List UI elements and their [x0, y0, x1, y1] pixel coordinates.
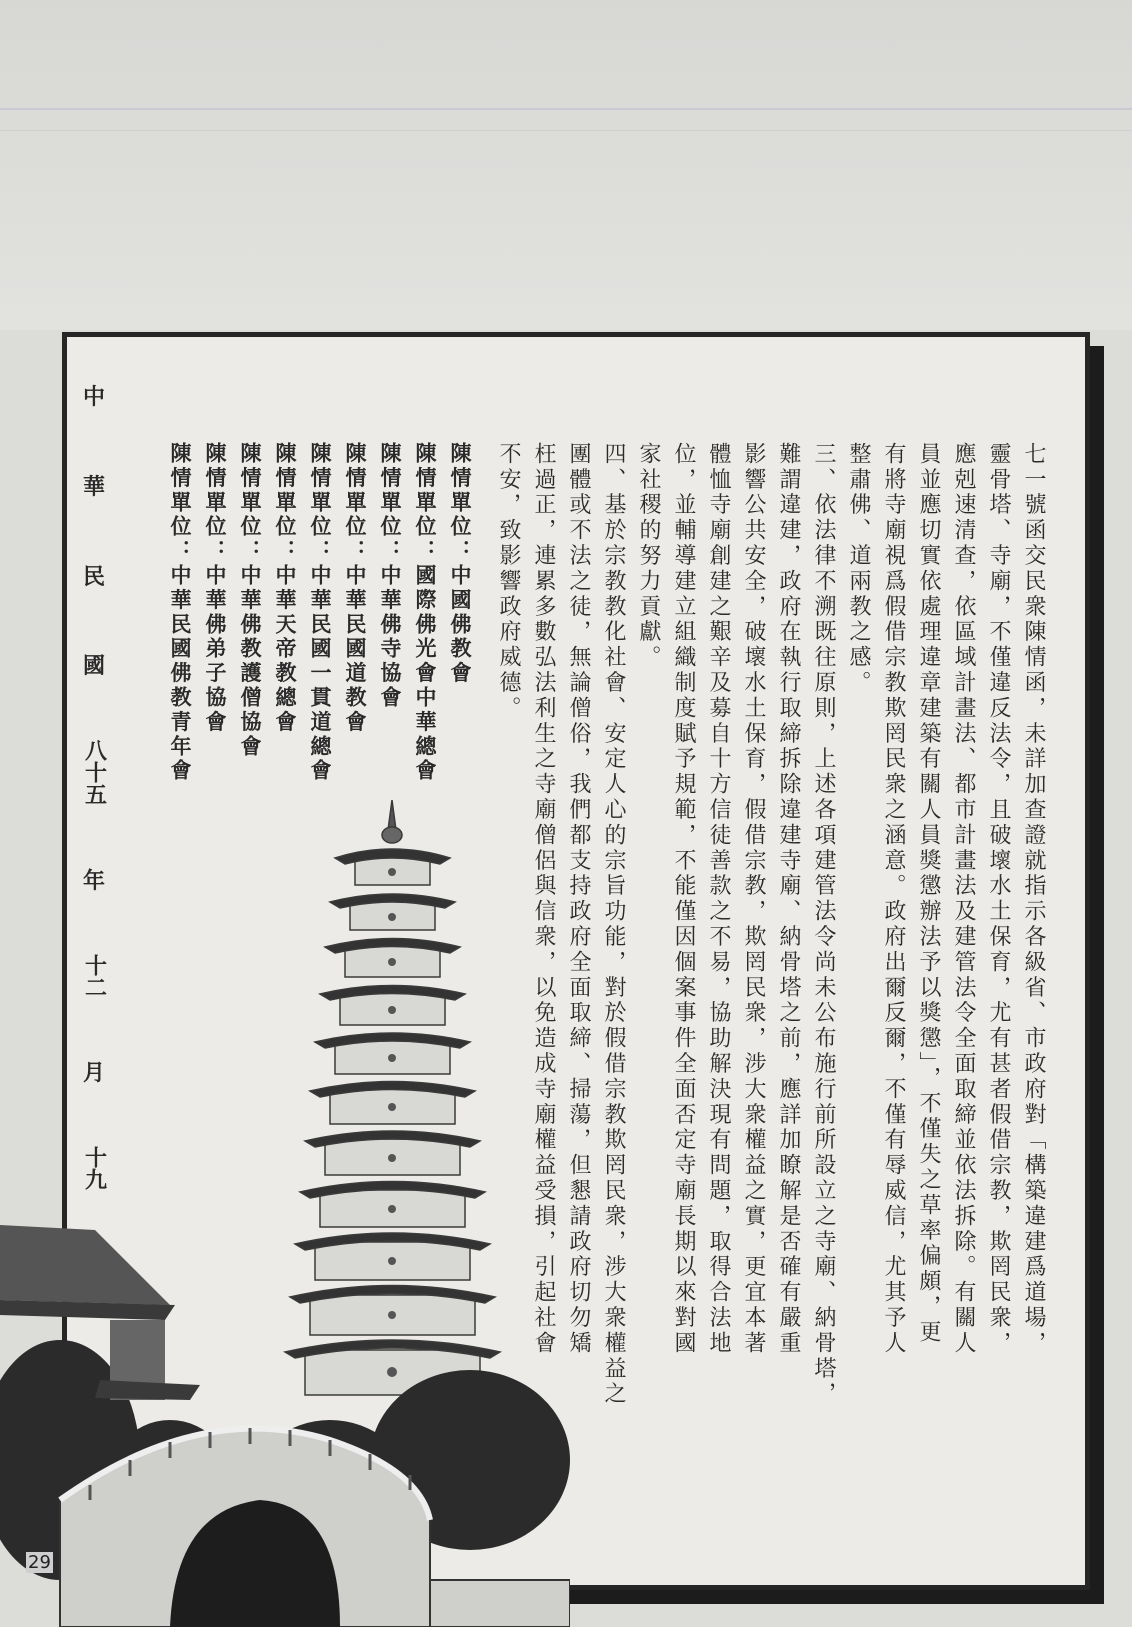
petitioner-line: 陳情單位：中華民國佛教青年會	[168, 442, 192, 784]
body-column: 家社稷的努力貢獻。	[636, 442, 661, 671]
body-column: 三、依法律不溯既往原則，上述各項建管法令尚未公布施行前所設立之寺廟、納骨塔，	[811, 442, 836, 1408]
date-char: 十二	[81, 953, 107, 998]
date-char: 民	[82, 564, 105, 590]
top-band	[0, 0, 1132, 330]
page-number: 29	[28, 1552, 51, 1573]
top-rule	[0, 108, 1132, 110]
petitioner-line: 陳情單位：中華佛寺協會	[378, 442, 402, 711]
body-column: 位，並輔導建立組織制度賦予規範，不能僅因個案事件全面否定寺廟長期以來對國	[671, 442, 696, 1357]
body-column: 有將寺廟視爲假借宗教欺罔民衆之涵意。政府出爾反爾，不僅有辱威信，尤其予人	[881, 442, 906, 1357]
date-char: 八十五	[81, 739, 107, 806]
body-column: 靈骨塔、寺廟，不僅違反法令，且破壞水土保育，尤有甚者假借宗教，欺罔民衆，	[986, 442, 1011, 1357]
petitioner-line: 陳情單位：中華佛教護僧協會	[238, 442, 262, 760]
body-column: 枉過正，連累多數弘法利生之寺廟僧侶與信衆，以免造成寺廟權益受損，引起社會	[531, 442, 556, 1357]
body-column: 不安，致影響政府威德。	[496, 442, 521, 722]
body-column: 四、基於宗教教化社會、安定人心的宗旨功能，對於假借宗教欺罔民衆，涉大衆權益之	[601, 442, 626, 1408]
pagoda	[285, 800, 500, 1395]
petitioner-line: 陳情單位：中華佛弟子協會	[203, 442, 227, 735]
date-char: 年	[82, 868, 105, 894]
petitioner-line: 陳情單位：中華民國道教會	[343, 442, 367, 735]
date-char: 十九	[81, 1146, 107, 1191]
body-column: 員並應切實依處理違章建築有關人員獎懲辦法予以獎懲」，不僅失之草率偏頗，更	[916, 442, 941, 1346]
petitioner-line: 陳情單位：中華民國一貫道總會	[308, 442, 332, 784]
pagoda-bridge-photo	[0, 800, 570, 1627]
body-column: 影響公共安全，破壞水土保育，假借宗教，欺罔民衆，涉大衆權益之實，更宜本著	[741, 442, 766, 1357]
date-char: 中	[82, 385, 105, 410]
body-column: 難謂違建，政府在執行取締拆除違建寺廟、納骨塔之前，應詳加瞭解是否確有嚴重	[776, 442, 801, 1357]
body-column: 團體或不法之徒，無論僧俗，我們都支持政府全面取締、掃蕩，但懇請政府切勿矯	[566, 442, 591, 1357]
body-column: 應剋速清查，依區域計畫法、都市計畫法及建管法令全面取締並依法拆除。有關人	[951, 442, 976, 1357]
body-column: 體恤寺廟創建之艱辛及募自十方信徒善款之不易，協助解決現有問題，取得合法地	[706, 442, 731, 1357]
date-char: 華	[82, 474, 105, 500]
body-column: 七一號函交民衆陳情函，未詳加查證就指示各級省、市政府對「構築違建爲道場，	[1021, 442, 1046, 1357]
petitioner-line: 陳情單位：中國佛教會	[448, 442, 472, 686]
date-char: 國	[82, 654, 105, 680]
date-char: 月	[82, 1061, 105, 1087]
body-column: 整肅佛、道兩教之感。	[846, 442, 871, 696]
petitioner-line: 陳情單位：國際佛光會中華總會	[413, 442, 437, 784]
top-rule-thin	[0, 130, 1132, 131]
petitioner-line: 陳情單位：中華天帝教總會	[273, 442, 297, 735]
